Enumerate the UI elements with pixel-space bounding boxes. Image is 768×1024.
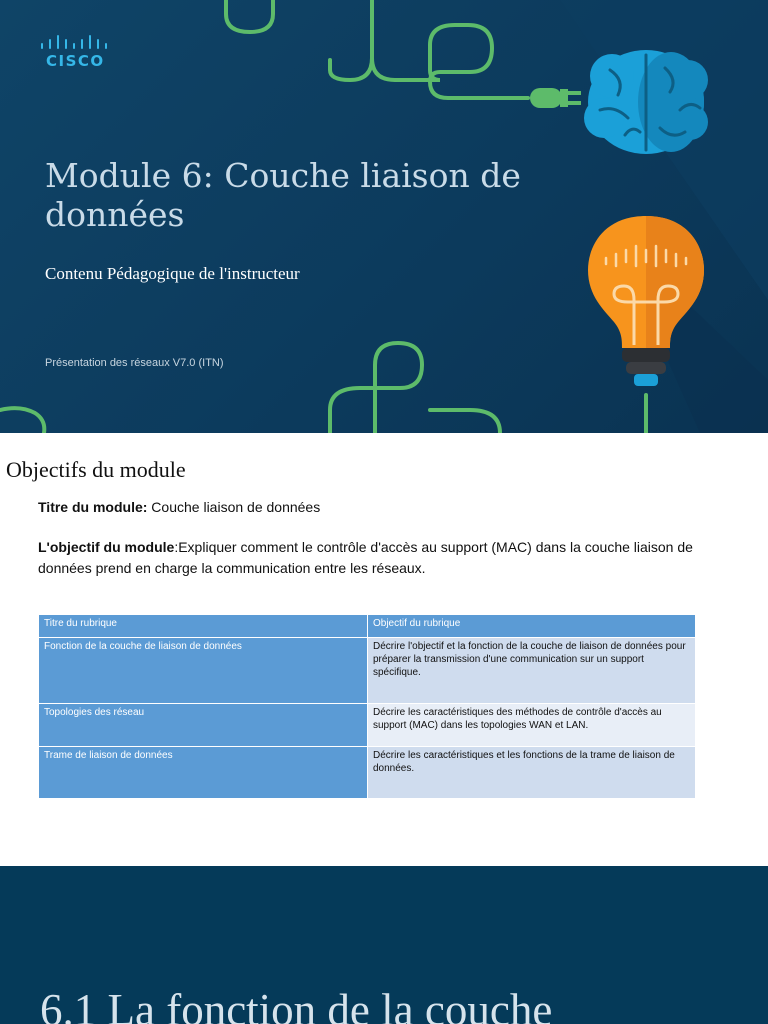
table-row [39, 704, 695, 747]
table-cell: Décrire les caractéristiques et les fonctions de la trame de liaison de données. [368, 747, 696, 798]
module-objective-value: :Expliquer comment le contrôle d'accès au support (MAC) dans la couche liaison de données prend en charge la communication entre les réseaux. [38, 539, 693, 576]
module-title-value: Couche liaison de données [147, 499, 321, 515]
table-cell: Trame de liaison de données [39, 747, 368, 798]
objectives-heading: Objectifs du module [6, 457, 186, 482]
module-objective-label: L'objectif du module [38, 539, 175, 555]
cisco-logo [40, 34, 112, 74]
slide-subtitle: Contenu Pédagogique de l'instructeur [45, 264, 300, 283]
plug-icon [530, 88, 581, 108]
table-cell: Décrire les caractéristiques des méthodes de contrôle d'accès au support (MAC) dans les topologies WAN et LAN. [368, 704, 696, 747]
slide-footer: Présentation des réseaux V7.0 (ITN) [45, 357, 224, 369]
objectives-slide [0, 433, 768, 866]
cisco-bars-icon [40, 34, 112, 50]
module-objective-line [38, 537, 718, 579]
section-title: 6.1 La fonction de la couche [40, 985, 553, 1024]
topics-table [39, 615, 695, 798]
cisco-logo-text: CISCO [46, 52, 105, 70]
table-header-cell: Titre du rubrique [39, 615, 368, 638]
title-slide [0, 0, 768, 433]
module-title-label: Titre du module: [38, 499, 148, 515]
brain-icon [584, 50, 708, 154]
table-cell: Fonction de la couche de liaison de données [39, 638, 368, 704]
table-cell: Topologies des réseau [39, 704, 368, 747]
table-row [39, 638, 695, 704]
section-slide [0, 866, 768, 1024]
slide-title: Module 6: Couche liaison de données [45, 156, 521, 234]
table-header-cell: Objectif du rubrique [368, 615, 696, 638]
table-cell: Décrire l'objectif et la fonction de la couche de liaison de données pour préparer la transmission d'une communication sur un support spécifique. [368, 638, 696, 704]
table-header-row [39, 615, 695, 638]
table-row [39, 747, 695, 798]
module-title-line [38, 499, 320, 515]
